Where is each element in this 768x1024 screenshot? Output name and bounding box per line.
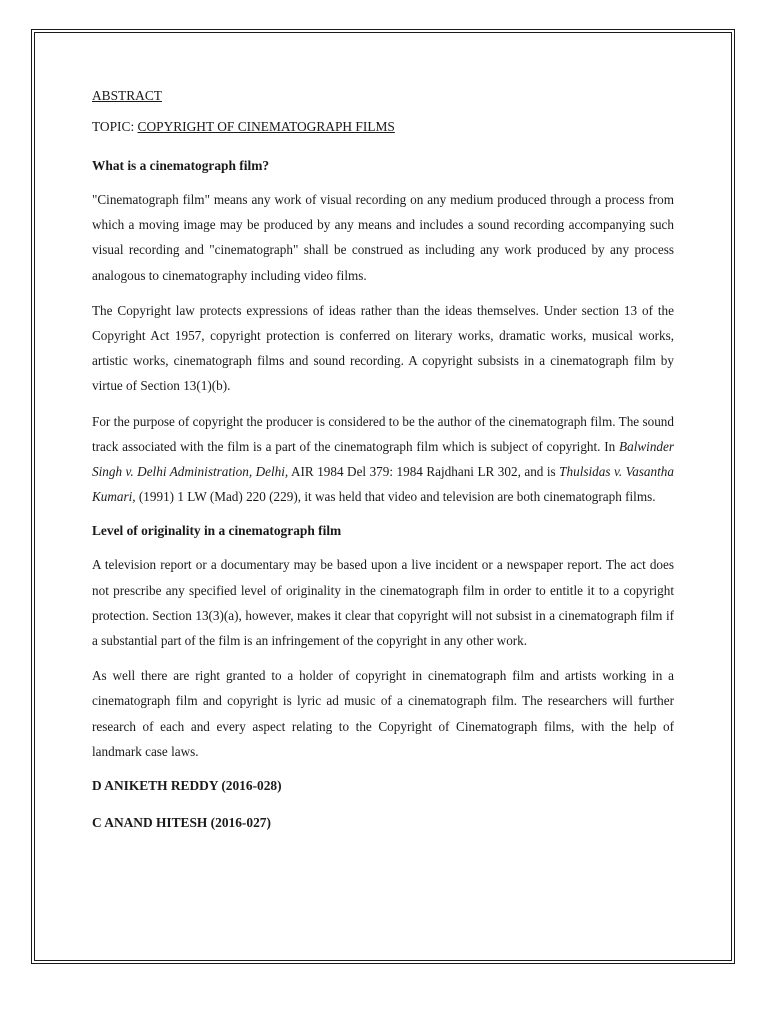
paragraph-originality: A television report or a documentary may be based upon a live incident or a newspaper report. The act does not prescribe any specified level of originality in the cinematograph film in order to entitle it to a copyright protection. Section 13(3)(a), however, makes it clear that copyright will not subsist in a cinematograph film if a substantial part of the film is an infringement of the copyright in any other work. bbox=[92, 557, 674, 649]
author-name: D ANIKETH REDDY (2016-028) bbox=[92, 778, 282, 794]
author-name: C ANAND HITESH (2016-027) bbox=[92, 815, 271, 831]
abstract-title: ABSTRACT bbox=[92, 88, 162, 103]
paragraph-text: For the purpose of copyright the producer is considered to be the author of the cinematograph film. The sound track associated with the film is a part of the cinematograph film which is subject of copyright. In bbox=[92, 413, 674, 454]
topic-line bbox=[92, 115, 674, 139]
case-citation: Balwinder Singh v. Delhi Administration, Delhi, bbox=[92, 438, 674, 480]
case-citation: Thulsidas v. Vasantha Kumari, bbox=[92, 464, 674, 505]
paragraph-definition: "Cinematograph film" means any work of visual recording on any medium produced through a process from which a moving image may be produced by any means and includes a sound recording accompanying such visual recording and "cinematograph" shall be construed as including any work produced by any process analogous to cinematography including video films. bbox=[92, 192, 674, 283]
paragraph-research-scope: As well there are right granted to a holder of copyright in cinematograph film and artists working in a cinematograph film and copyright is lyric ad music of a cinematograph film. The researchers will further research of each and every aspect relating to the Copyright of Cinematograph films, with the help of landmark case laws. bbox=[92, 668, 674, 759]
section-heading-what-is-film: What is a cinematograph film? bbox=[92, 158, 270, 173]
paragraph-producer-author bbox=[92, 409, 674, 510]
topic-title: COPYRIGHT OF CINEMATOGRAPH FILMS bbox=[137, 119, 395, 134]
topic-label: TOPIC: bbox=[92, 119, 135, 134]
paragraph-copyright-law: The Copyright law protects expressions of ideas rather than the ideas themselves. Under section 13 of the Copyright Act 1957, copyright protection is conferred on literary works, dramatic works, musical works, artistic works, cinematograph films and sound recording. A copyright subsists in a cinematograph film by virtue of Section 13(1)(b). bbox=[92, 302, 674, 394]
document-body bbox=[92, 84, 674, 848]
paragraph-text: (1991) 1 LW (Mad) 220 (229), it was held that video and television are both cinematograph films. bbox=[135, 489, 656, 505]
section-heading-originality: Level of originality in a cinematograph film bbox=[92, 523, 342, 539]
paragraph-text: AIR 1984 Del 379: 1984 Rajdhani LR 302, and is bbox=[288, 464, 560, 480]
